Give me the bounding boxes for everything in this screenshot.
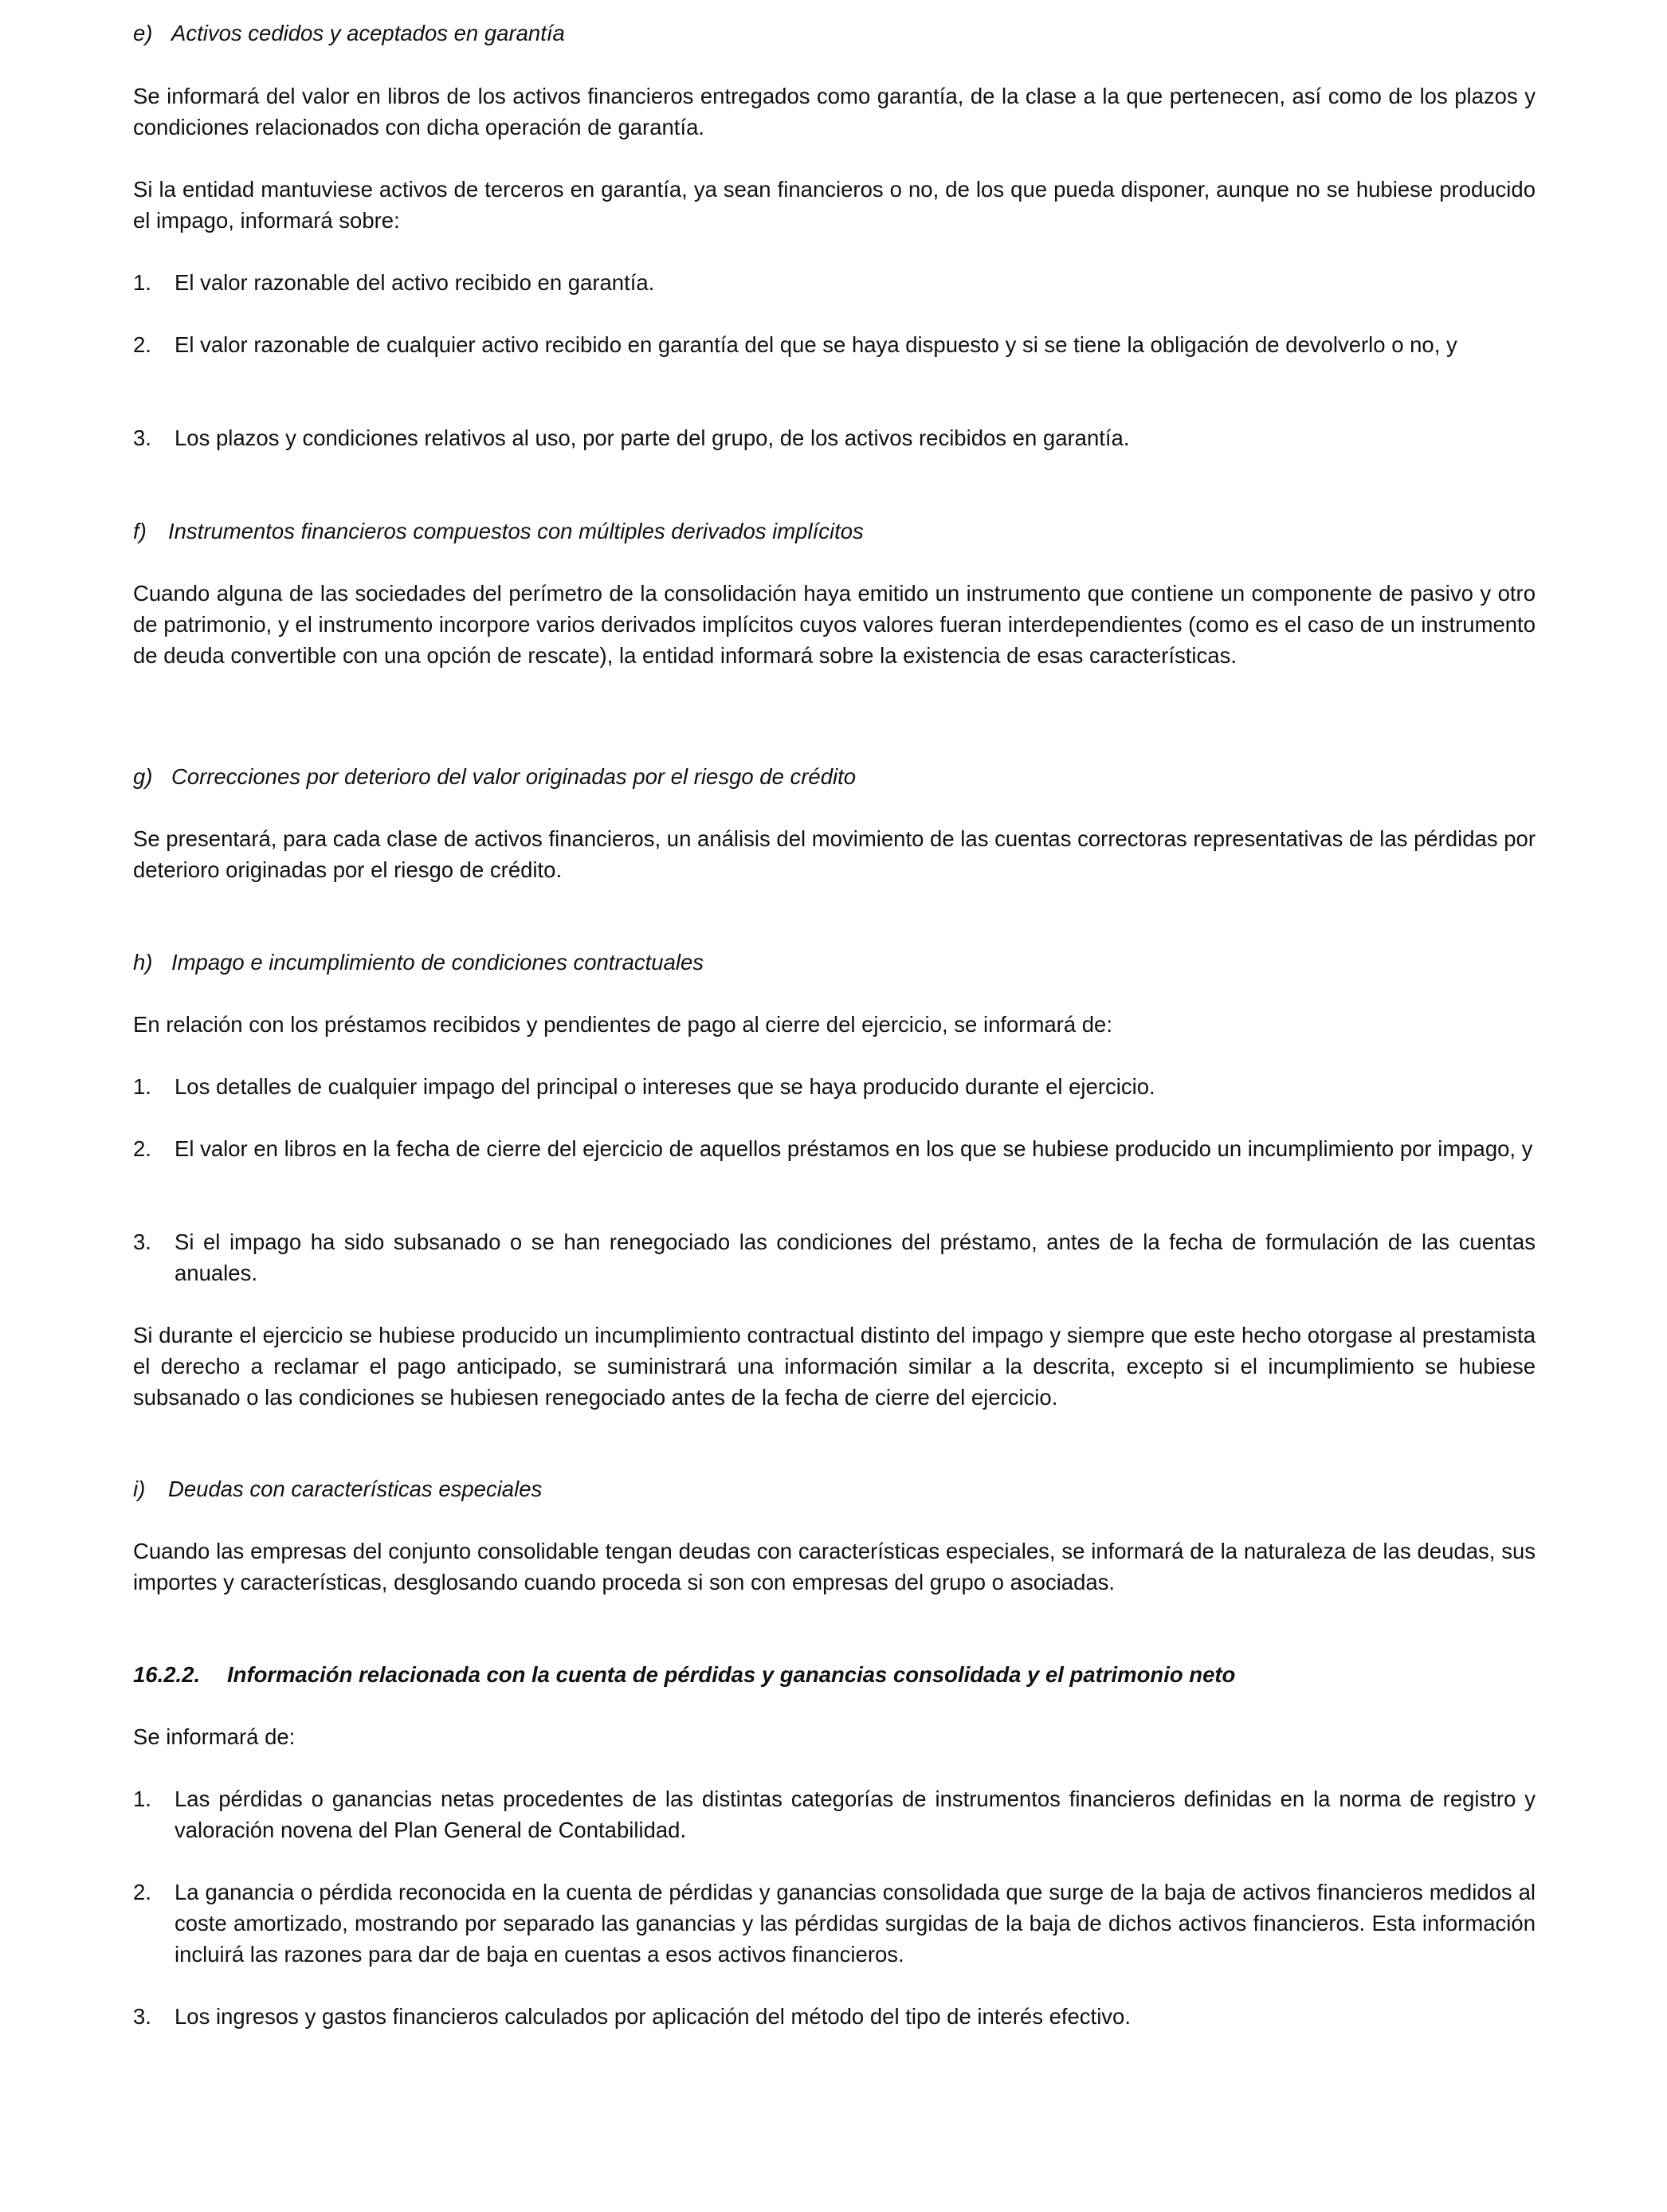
- section-h-list-item: [133, 1071, 1536, 1102]
- section-16-2-2-list-item: [133, 2001, 1536, 2032]
- list-item-text: El valor razonable del activo recibido en garantía.: [175, 270, 655, 295]
- section-i-label: i): [133, 1477, 146, 1501]
- list-item-number: 3.: [133, 2004, 151, 2029]
- section-f-title: Instrumentos financieros compuestos con múltiples derivados implícitos: [168, 519, 864, 543]
- section-g-label: g): [133, 764, 153, 789]
- section-e-label: e): [133, 21, 153, 45]
- section-h-list-item: [133, 1226, 1536, 1288]
- list-item-text: El valor razonable de cualquier activo recibido en garantía del que se haya dispuesto y si se tiene la obligación de devolverlo o no, y: [175, 332, 1457, 357]
- section-16-2-2-label: 16.2.2.: [133, 1662, 201, 1687]
- section-16-2-2-list-item: [133, 1877, 1536, 1970]
- list-item-number: 1.: [133, 1074, 151, 1099]
- section-g-heading: [133, 761, 1536, 792]
- section-g-paragraph: Se presentará, para cada clase de activos financieros, un análisis del movimiento de las cuentas correctoras representativas de las pérdidas por deterioro originadas por el riesgo de crédito.: [133, 826, 1536, 882]
- list-item-text: Los detalles de cualquier impago del principal o intereses que se haya producido durante el ejercicio.: [175, 1074, 1155, 1099]
- section-16-2-2-title: Información relacionada con la cuenta de pérdidas y ganancias consolidada y el patrimonio neto: [227, 1662, 1236, 1687]
- list-item-text: Los ingresos y gastos financieros calculados por aplicación del método del tipo de interés efectivo.: [175, 2004, 1131, 2029]
- list-item-number: 3.: [133, 1230, 151, 1254]
- list-item-text: La ganancia o pérdida reconocida en la cuenta de pérdidas y ganancias consolidada que surge de la baja de activos financieros medidos al coste amortizado, mostrando por separado las ganancias y las pérdidas surgidas de la baja de dichos activos financieros. Esta información incluirá las razones para dar de baja en cuentas a esos activos financieros.: [175, 1880, 1536, 1967]
- list-item-number: 2.: [133, 1136, 151, 1161]
- section-g-title: Correcciones por deterioro del valor originadas por el riesgo de crédito: [171, 764, 857, 789]
- list-item-text: Los plazos y condiciones relativos al uso, por parte del grupo, de los activos recibidos en garantía.: [175, 426, 1130, 450]
- section-e-title: Activos cedidos y aceptados en garantía: [171, 21, 565, 45]
- list-item-number: 1.: [133, 270, 151, 295]
- list-item-number: 1.: [133, 1786, 151, 1811]
- section-h-heading: [133, 947, 1536, 978]
- section-16-2-2-paragraph: Se informará de:: [133, 1724, 296, 1749]
- section-e-heading: [133, 18, 1536, 49]
- section-f-heading: [133, 516, 1536, 547]
- section-16-2-2-heading: [133, 1659, 1536, 1690]
- section-h-title: Impago e incumplimiento de condiciones contractuales: [171, 950, 704, 975]
- section-i-paragraph: Cuando las empresas del conjunto consolidable tengan deudas con características especiales, se informará de la naturaleza de las deudas, sus importes y características, desglosando cuando proceda si son con empresas del grupo o asociadas.: [133, 1539, 1536, 1594]
- list-item-number: 3.: [133, 426, 151, 450]
- list-item-text: Si el impago ha sido subsanado o se han renegociado las condiciones del préstamo, antes de la fecha de formulación de las cuentas anuales.: [175, 1230, 1536, 1285]
- section-f-label: f): [133, 519, 147, 543]
- section-e-paragraph-1: Se informará del valor en libros de los activos financieros entregados como garantía, de la clase a la que pertenecen, así como de los plazos y condiciones relacionados con dicha operación de garantía.: [133, 84, 1536, 139]
- section-e-list-item: [133, 329, 1536, 360]
- section-i-heading: [133, 1473, 1536, 1504]
- list-item-text: El valor en libros en la fecha de cierre del ejercicio de aquellos préstamos en los que se hubiese producido un incumplimiento por impago, y: [175, 1136, 1533, 1161]
- section-f-paragraph: Cuando alguna de las sociedades del perímetro de la consolidación haya emitido un instrumento que contiene un componente de pasivo y otro de patrimonio, y el instrumento incorpore varios derivados implícitos cuyos valores fueran interdependientes (como es el caso de un instrumento de deuda convertible con una opción de rescate), la entidad informará sobre la existencia de esas características.: [133, 581, 1536, 668]
- list-item-text: Las pérdidas o ganancias netas procedentes de las distintas categorías de instrumentos financieros definidas en la norma de registro y valoración novena del Plan General de Contabilidad.: [175, 1786, 1536, 1842]
- section-h-paragraph-1: En relación con los préstamos recibidos y pendientes de pago al cierre del ejercicio, se informará de:: [133, 1012, 1112, 1037]
- section-i-title: Deudas con características especiales: [168, 1477, 543, 1501]
- section-h-list-item: [133, 1133, 1536, 1164]
- section-e-list-item: [133, 422, 1536, 453]
- section-h-label: h): [133, 950, 153, 975]
- section-e-list-item: [133, 267, 1536, 298]
- list-item-number: 2.: [133, 1880, 151, 1904]
- section-h-paragraph-2: Si durante el ejercicio se hubiese producido un incumplimiento contractual distinto del impago y siempre que este hecho otorgase al prestamista el derecho a reclamar el pago anticipado, se suministrará una información similar a la descrita, excepto si el incumplimiento se hubiese subsanado o las condiciones se hubiesen renegociado antes de la fecha de cierre del ejercicio.: [133, 1323, 1536, 1410]
- section-16-2-2-list-item: [133, 1783, 1536, 1845]
- list-item-number: 2.: [133, 332, 151, 357]
- section-e-paragraph-2: Si la entidad mantuviese activos de terceros en garantía, ya sean financieros o no, de los que pueda disponer, aunque no se hubiese producido el impago, informará sobre:: [133, 177, 1536, 233]
